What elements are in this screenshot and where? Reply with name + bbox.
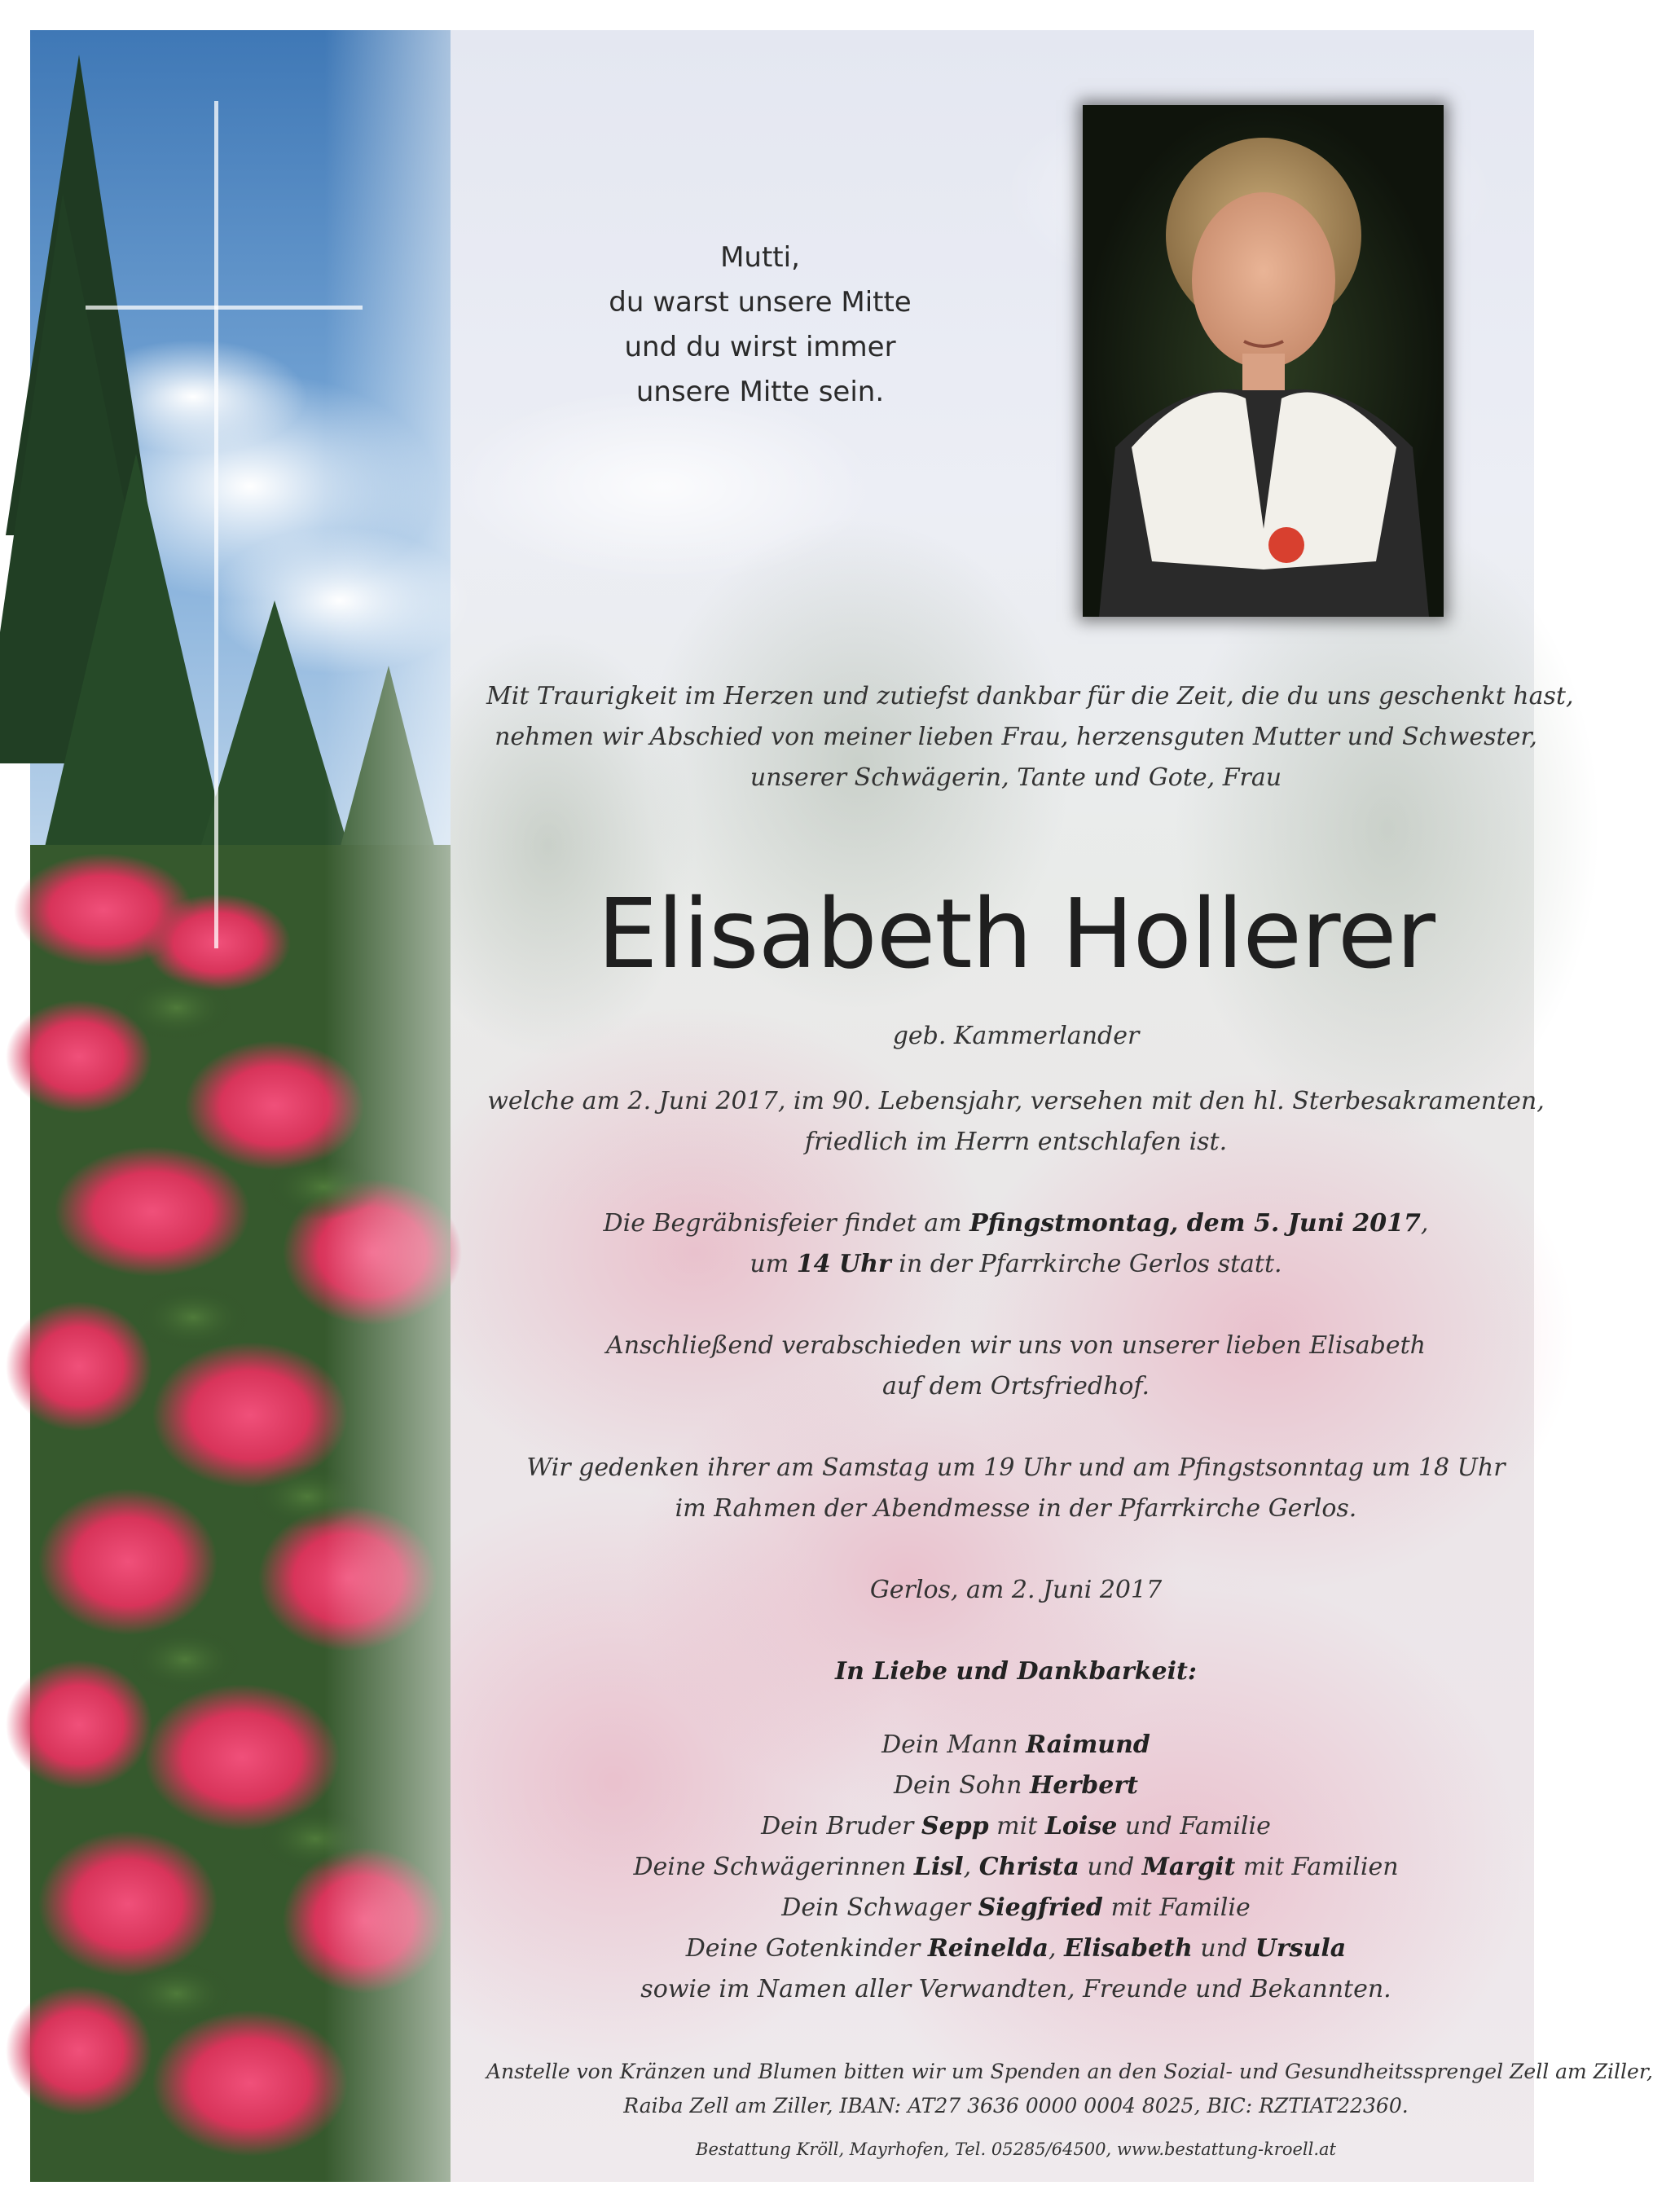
quote-line: und du wirst immer [624,331,896,363]
donation-line: Anstelle von Kränzen und Blumen bitten wir um Spenden an den Sozial- und Gesundheitssprengel Zell am Ziller, [486,2060,1653,2083]
alpine-rose-photo [30,30,451,2182]
farewell-info [486,1326,1545,1407]
funeral-info [486,1203,1545,1285]
mourner-line: Dein Bruder Sepp mit Loise und Familie [761,1812,1271,1840]
love-heading: In Liebe und Dankbarkeit: [835,1657,1197,1686]
funeral-line: um 14 Uhr in der Pfarrkirche Gerlos statt. [750,1250,1282,1278]
intro-text [486,676,1574,798]
remembrance-info [486,1448,1545,1529]
death-line: friedlich im Herrn entschlafen ist. [804,1128,1228,1156]
donation-note [486,2055,1653,2123]
death-line: welche am 2. Juni 2017, im 90. Lebensjahr, versehen mit den hl. Sterbesakramenten, [487,1087,1545,1115]
donation-line: Raiba Zell am Ziller, IBAN: AT27 3636 0000 0004 8025, BIC: RZTIAT22360. [623,2094,1409,2117]
mourner-line: Deine Gotenkinder Reinelda, Elisabeth und Ursula [685,1934,1347,1963]
mourner-line: Dein Schwager Siegfried mit Familie [781,1893,1251,1922]
intro-line: unserer Schwägerin, Tante und Gote, Frau [750,763,1282,792]
place-date: Gerlos, am 2. Juni 2017 [869,1576,1163,1604]
quote-line: du warst unsere Mitte [609,286,912,319]
intro-line: nehmen wir Abschied von meiner lieben Frau, herzensguten Mutter und Schwester, [495,723,1537,751]
farewell-line: auf dem Ortsfriedhof. [881,1372,1150,1401]
mourner-line: sowie im Namen aller Verwandten, Freunde und Bekannten. [640,1975,1391,2003]
mourner-line: Dein Mann Raimund [881,1730,1150,1759]
portrait-photo [1083,105,1444,617]
farewell-line: Anschließend verabschieden wir uns von unserer lieben Elisabeth [606,1331,1426,1360]
deceased-name: Elisabeth Hollerer [596,877,1435,990]
remembrance-line: Wir gedenken ihrer am Samstag um 19 Uhr und am Pfingstsonntag um 18 Uhr [526,1453,1506,1482]
undertaker-info: Bestattung Kröll, Mayrhofen, Tel. 05285/64500, www.bestattung-kroell.at [696,2139,1336,2159]
mourner-line: Deine Schwägerinnen Lisl, Christa und Margit mit Familien [633,1853,1399,1881]
remembrance-line: im Rahmen der Abendmesse in der Pfarrkirche Gerlos. [675,1494,1357,1523]
death-notice [486,1081,1545,1163]
obituary-card [30,30,1653,2182]
quote-line: unsere Mitte sein. [635,376,885,408]
quote-line: Mutti, [720,241,800,274]
funeral-line: Die Begräbnisfeier findet am Pfingstmontag, dem 5. Juni 2017, [603,1209,1429,1238]
memorial-quote [516,235,1005,415]
birth-name: geb. Kammerlander [892,1022,1140,1050]
mourner-line: Dein Sohn Herbert [893,1771,1139,1800]
mourners-list [486,1725,1545,2010]
intro-line: Mit Traurigkeit im Herzen und zutiefst dankbar für die Zeit, die du uns geschenkt hast, [486,682,1574,710]
